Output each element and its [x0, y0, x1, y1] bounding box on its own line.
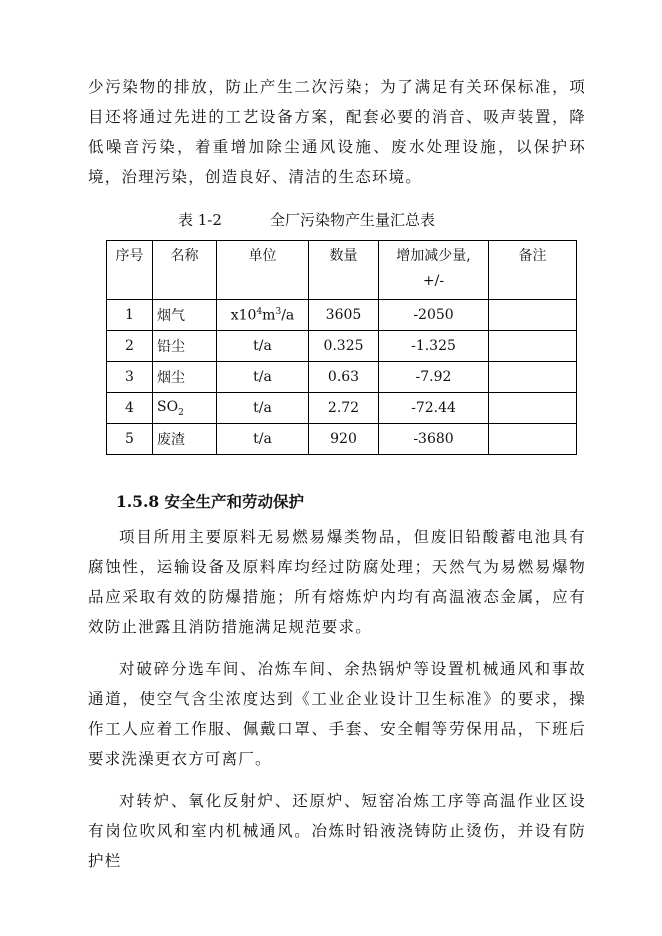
cell-name: 烟气 — [153, 300, 217, 331]
table-row — [107, 331, 577, 362]
pollutant-summary-table — [106, 240, 577, 455]
table-row — [107, 393, 577, 424]
cell-seq: 2 — [107, 331, 153, 362]
cell-note — [489, 393, 577, 424]
high-temp-paragraph: 对转炉、氧化反射炉、还原炉、短窑冶炼工序等高温作业区设有岗位吹风和室内机械通风。冶炼时铅液浇铸防止烫伤，并设有防护栏 — [88, 792, 586, 870]
cell-change: -2050 — [379, 300, 489, 331]
header-qty: 数量 — [309, 241, 379, 300]
header-note: 备注 — [489, 241, 577, 300]
intro-paragraph: 少污染物的排放，防止产生二次污染；为了满足有关环保标准，项目还将通过先进的工艺设备方案，配套必要的消音、吸声装置，降低噪音污染，着重增加除尘通风设施、废水处理设施，以保护环境，治理污染，创造良好、清洁的生态环境。 — [88, 78, 586, 186]
cell-seq: 3 — [107, 362, 153, 393]
cell-note — [489, 331, 577, 362]
cell-unit: $x10^4m^3/a$ — [217, 300, 309, 331]
table-caption — [178, 210, 435, 230]
cell-seq: 5 — [107, 424, 153, 455]
cell-qty: 2.72 — [309, 393, 379, 424]
header-name: 名称 — [153, 241, 217, 300]
cell-seq: 4 — [107, 393, 153, 424]
cell-seq: 1 — [107, 300, 153, 331]
table-row — [107, 300, 577, 331]
header-change-line2: +/- — [422, 273, 445, 289]
table-row — [107, 424, 577, 455]
cell-change: -7.92 — [379, 362, 489, 393]
cell-name: 铅尘 — [153, 331, 217, 362]
table-header-row — [107, 241, 577, 300]
cell-note — [489, 424, 577, 455]
header-seq: 序号 — [107, 241, 153, 300]
cell-change: -3680 — [379, 424, 489, 455]
header-change — [379, 241, 489, 300]
cell-note — [489, 362, 577, 393]
section-heading: 1.5.8 安全生产和劳动保护 — [116, 492, 305, 511]
cell-change: -72.44 — [379, 393, 489, 424]
cell-qty: 0.63 — [309, 362, 379, 393]
header-unit: 单位 — [217, 241, 309, 300]
cell-qty: 3605 — [309, 300, 379, 331]
header-change-line1: 增加减少量, — [396, 248, 471, 264]
safety-paragraph: 项目所用主要原料无易燃易爆类物品，但废旧铅酸蓄电池具有腐蚀性，运输设备及原料库均经过防腐处理；天然气为易燃易爆物品应采取有效的防爆措施；所有熔炼炉内均有高温液态金属，应有效防止泄露且消防措施满足规范要求。 — [88, 528, 586, 636]
cell-name: 废渣 — [153, 424, 217, 455]
cell-unit: t/a — [217, 362, 309, 393]
cell-change: -1.325 — [379, 331, 489, 362]
ventilation-paragraph: 对破碎分选车间、冶炼车间、余热锅炉等设置机械通风和事故通道，使空气含尘浓度达到《工业企业设计卫生标准》的要求，操作工人应着工作服、佩戴口罩、手套、安全帽等劳保用品，下班后要求洗澡更衣方可离厂。 — [88, 660, 586, 768]
cell-note — [489, 300, 577, 331]
cell-name: 烟尘 — [153, 362, 217, 393]
cell-unit: t/a — [217, 393, 309, 424]
table-title: 全厂污染物产生量汇总表 — [270, 211, 436, 229]
cell-qty: 920 — [309, 424, 379, 455]
table-row — [107, 362, 577, 393]
cell-qty: 0.325 — [309, 331, 379, 362]
cell-unit: t/a — [217, 331, 309, 362]
table-number: 表 1-2 — [178, 211, 222, 229]
cell-name: $SO_2$ — [153, 393, 217, 424]
cell-unit: t/a — [217, 424, 309, 455]
